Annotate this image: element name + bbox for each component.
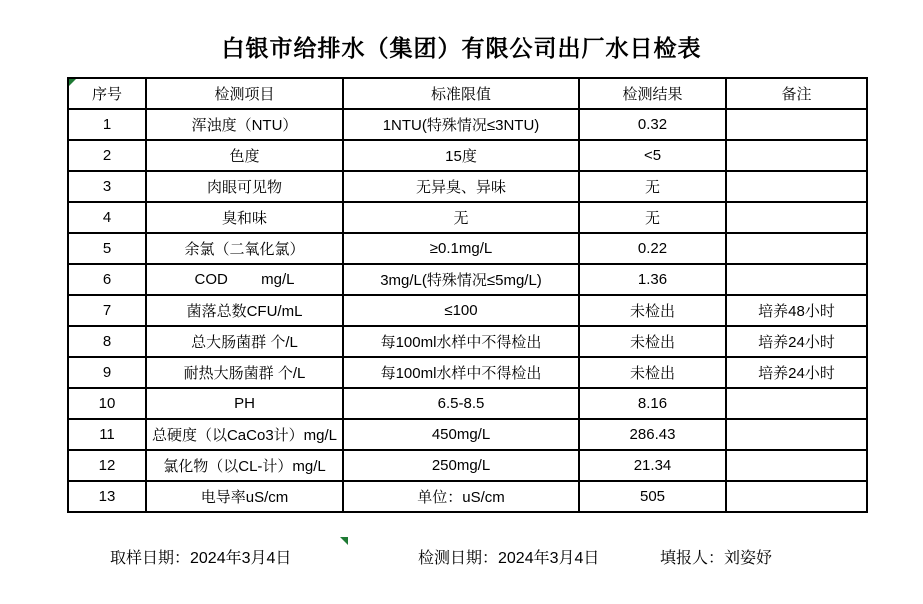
header-cell-limit: 标准限值 [343,78,579,109]
cell-result: 8.16 [579,388,726,419]
table-row [68,264,867,295]
header-cell-remark: 备注 [726,78,867,109]
page-title: 白银市给排水（集团）有限公司出厂水日检表 [221,35,702,61]
cell-no: 3 [68,171,146,202]
green-triangle-icon [340,537,348,545]
cell-remark [726,264,867,295]
cell-limit: 450mg/L [343,419,579,450]
cell-item: 总大肠菌群 个/L [146,326,343,357]
cell-no: 13 [68,481,146,512]
cell-no: 5 [68,233,146,264]
table-row [68,140,867,171]
cell-limit: 单位：uS/cm [343,481,579,512]
cell-item: 电导率uS/cm [146,481,343,512]
cell-remark: 培养24小时 [726,357,867,388]
cell-no: 12 [68,450,146,481]
table-row [68,109,867,140]
inspection-table [67,77,868,513]
cell-no: 8 [68,326,146,357]
cell-limit: 6.5-8.5 [343,388,579,419]
cell-result: 21.34 [579,450,726,481]
cell-no: 10 [68,388,146,419]
cell-limit: 15度 [343,140,579,171]
testing-date: 检测日期：2024年3月4日 [418,550,600,567]
cell-limit: 3mg/L(特殊情况≤5mg/L) [343,264,579,295]
cell-remark [726,109,867,140]
cell-limit: 无异臭、异味 [343,171,579,202]
cell-limit: ≥0.1mg/L [343,233,579,264]
cell-item: COD mg/L [146,264,343,295]
cell-item: 总硬度（以CaCo3计）mg/L [146,419,343,450]
cell-remark [726,140,867,171]
table-row [68,450,867,481]
table-row [68,202,867,233]
cell-limit: 250mg/L [343,450,579,481]
cell-item: PH [146,388,343,419]
cell-remark [726,202,867,233]
cell-remark [726,450,867,481]
cell-result: 0.22 [579,233,726,264]
cell-item: 氯化物（以CL-计）mg/L [146,450,343,481]
cell-remark [726,481,867,512]
header-cell-item: 检测项目 [146,78,343,109]
cell-limit: ≤100 [343,295,579,326]
cell-no: 2 [68,140,146,171]
cell-remark [726,171,867,202]
cell-no: 7 [68,295,146,326]
cell-item: 余氯（二氧化氯） [146,233,343,264]
cell-item: 浑浊度（NTU） [146,109,343,140]
cell-result: 未检出 [579,357,726,388]
table-row [68,419,867,450]
table-row [68,171,867,202]
cell-result: 286.43 [579,419,726,450]
cell-item: 肉眼可见物 [146,171,343,202]
cell-no: 6 [68,264,146,295]
cell-result: 无 [579,171,726,202]
cell-limit: 每100ml水样中不得检出 [343,357,579,388]
header-cell-result: 检测结果 [579,78,726,109]
cell-result: 505 [579,481,726,512]
table-header-row [68,78,867,109]
cell-item: 菌落总数CFU/mL [146,295,343,326]
table-row [68,295,867,326]
reporter: 填报人：刘姿妤 [660,550,773,567]
cell-remark: 培养24小时 [726,326,867,357]
cell-remark [726,419,867,450]
cell-result: 1.36 [579,264,726,295]
cell-remark: 培养48小时 [726,295,867,326]
table-row [68,481,867,512]
cell-result: 无 [579,202,726,233]
cell-no: 9 [68,357,146,388]
cell-remark [726,233,867,264]
sampling-date: 取样日期：2024年3月4日 [110,550,292,567]
cell-item: 耐热大肠菌群 个/L [146,357,343,388]
cell-no: 1 [68,109,146,140]
cell-limit: 1NTU(特殊情况≤3NTU) [343,109,579,140]
table-row [68,388,867,419]
cell-result: 0.32 [579,109,726,140]
cell-result: <5 [579,140,726,171]
cell-no: 4 [68,202,146,233]
cell-remark [726,388,867,419]
header-cell-no: 序号 [68,78,146,109]
table-row [68,233,867,264]
cell-result: 未检出 [579,295,726,326]
cell-limit: 每100ml水样中不得检出 [343,326,579,357]
cell-result: 未检出 [579,326,726,357]
table-row [68,326,867,357]
table-row [68,357,867,388]
cell-limit: 无 [343,202,579,233]
cell-no: 11 [68,419,146,450]
cell-item: 色度 [146,140,343,171]
cell-item: 臭和味 [146,202,343,233]
